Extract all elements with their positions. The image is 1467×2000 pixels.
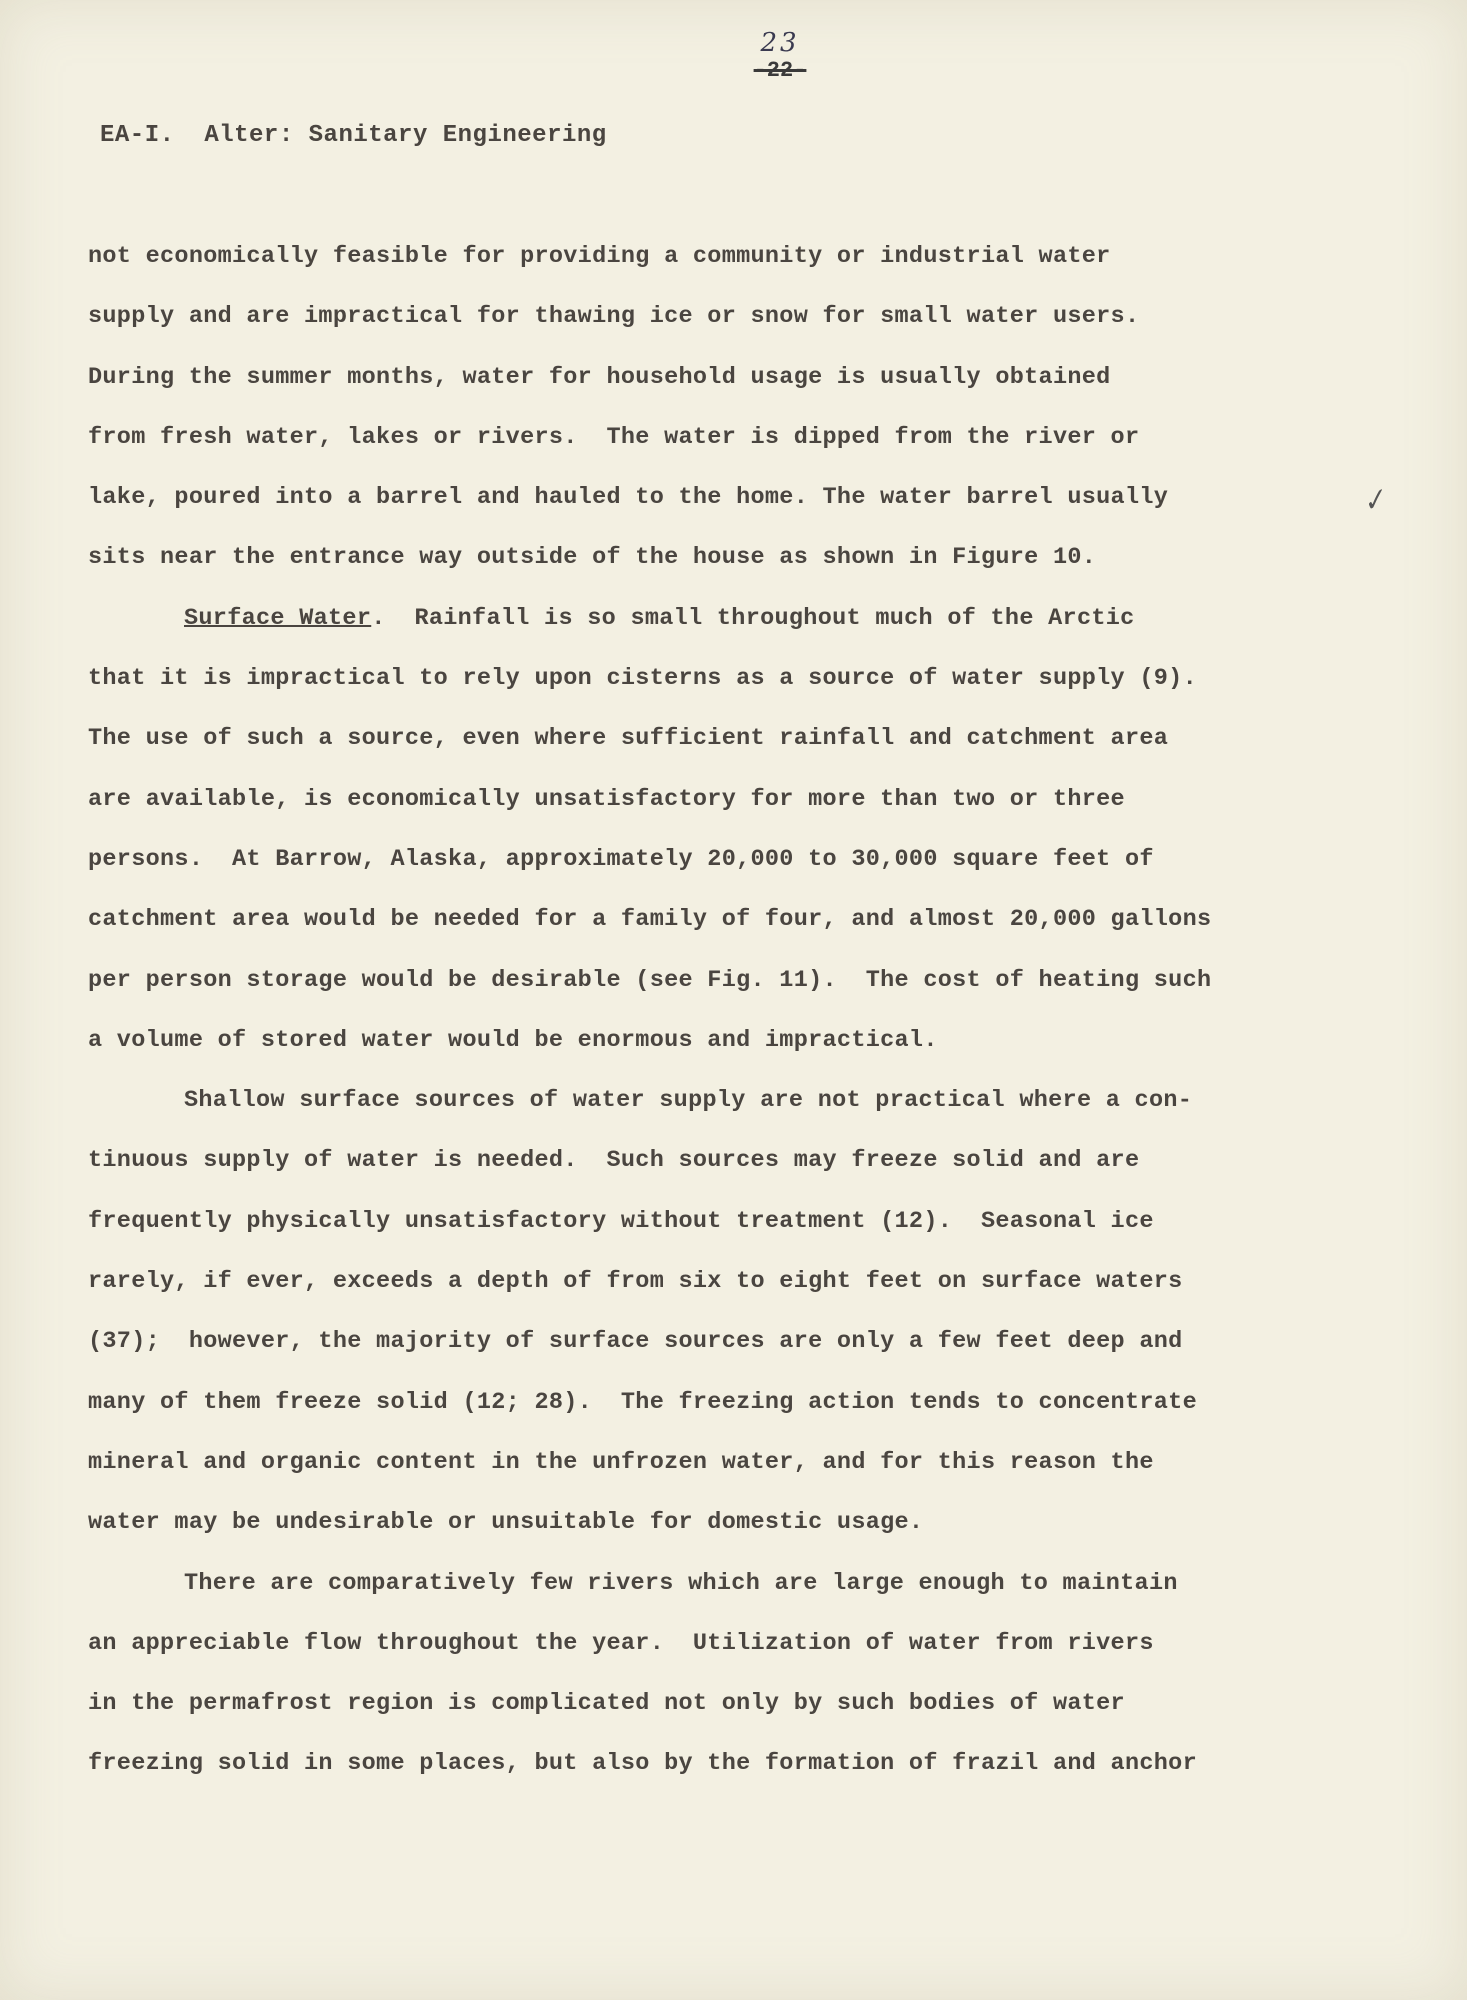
text-line: that it is impractical to rely upon cisterns as a source of water supply (9).: [88, 665, 1197, 693]
text-line: many of them freeze solid (12; 28). The freezing action tends to concentrate: [88, 1388, 1197, 1416]
text-line: [88, 600, 1318, 660]
text-line: lake, poured into a barrel and hauled to the home. The water barrel usually: [88, 484, 1169, 512]
page-number-handwritten: 23: [760, 28, 800, 58]
margin-check-mark: ✓: [1357, 481, 1390, 520]
text-line: supply and are impractical for thawing ice or snow for small water users.: [88, 303, 1140, 331]
section-heading-surface-water: Surface Water: [184, 604, 372, 632]
text-line: water may be undesirable or unsuitable for domestic usage.: [88, 1509, 924, 1537]
text-line: frequently physically unsatisfactory without treatment (12). Seasonal ice: [88, 1207, 1154, 1235]
text-line: catchment area would be needed for a family of four, and almost 20,000 gallons: [88, 906, 1212, 934]
text-line: tinuous supply of water is needed. Such sources may freeze solid and are: [88, 1147, 1140, 1175]
body-text: [88, 238, 1318, 1806]
text-line: During the summer months, water for household usage is usually obtained: [88, 363, 1111, 391]
page-number: [740, 30, 820, 86]
text-line: Shallow surface sources of water supply are not practical where a con-: [184, 1087, 1193, 1115]
text-line: persons. At Barrow, Alaska, approximately 20,000 to 30,000 square feet of: [88, 845, 1154, 873]
text-line: from fresh water, lakes or rivers. The water is dipped from the river or: [88, 423, 1140, 451]
text-line: a volume of stored water would be enormous and impractical.: [88, 1026, 938, 1054]
text-line: There are comparatively few rivers which are large enough to maintain: [184, 1569, 1178, 1597]
text-line: freezing solid in some places, but also by the formation of frazil and anchor: [88, 1750, 1197, 1778]
page-number-struck: -22-: [753, 58, 807, 83]
text-line: are available, is economically unsatisfactory for more than two or three: [88, 785, 1125, 813]
text-line: an appreciable flow throughout the year. Utilization of water from rivers: [88, 1629, 1154, 1657]
text-line: rarely, if ever, exceeds a depth of from six to eight feet on surface waters: [88, 1268, 1183, 1296]
page-header: EA-I. Alter: Sanitary Engineering: [100, 122, 607, 149]
text-run: . Rainfall is so small throughout much of the Arctic: [371, 604, 1135, 632]
text-line: mineral and organic content in the unfrozen water, and for this reason the: [88, 1448, 1154, 1476]
text-line: in the permafrost region is complicated not only by such bodies of water: [88, 1690, 1125, 1718]
text-line: not economically feasible for providing a community or industrial water: [88, 243, 1111, 270]
text-line: per person storage would be desirable (see Fig. 11). The cost of heating such: [88, 966, 1212, 994]
text-line: sits near the entrance way outside of the house as shown in Figure 10.: [88, 544, 1097, 572]
text-line: The use of such a source, even where sufficient rainfall and catchment area: [88, 725, 1169, 753]
text-line: (37); however, the majority of surface sources are only a few feet deep and: [88, 1328, 1183, 1356]
